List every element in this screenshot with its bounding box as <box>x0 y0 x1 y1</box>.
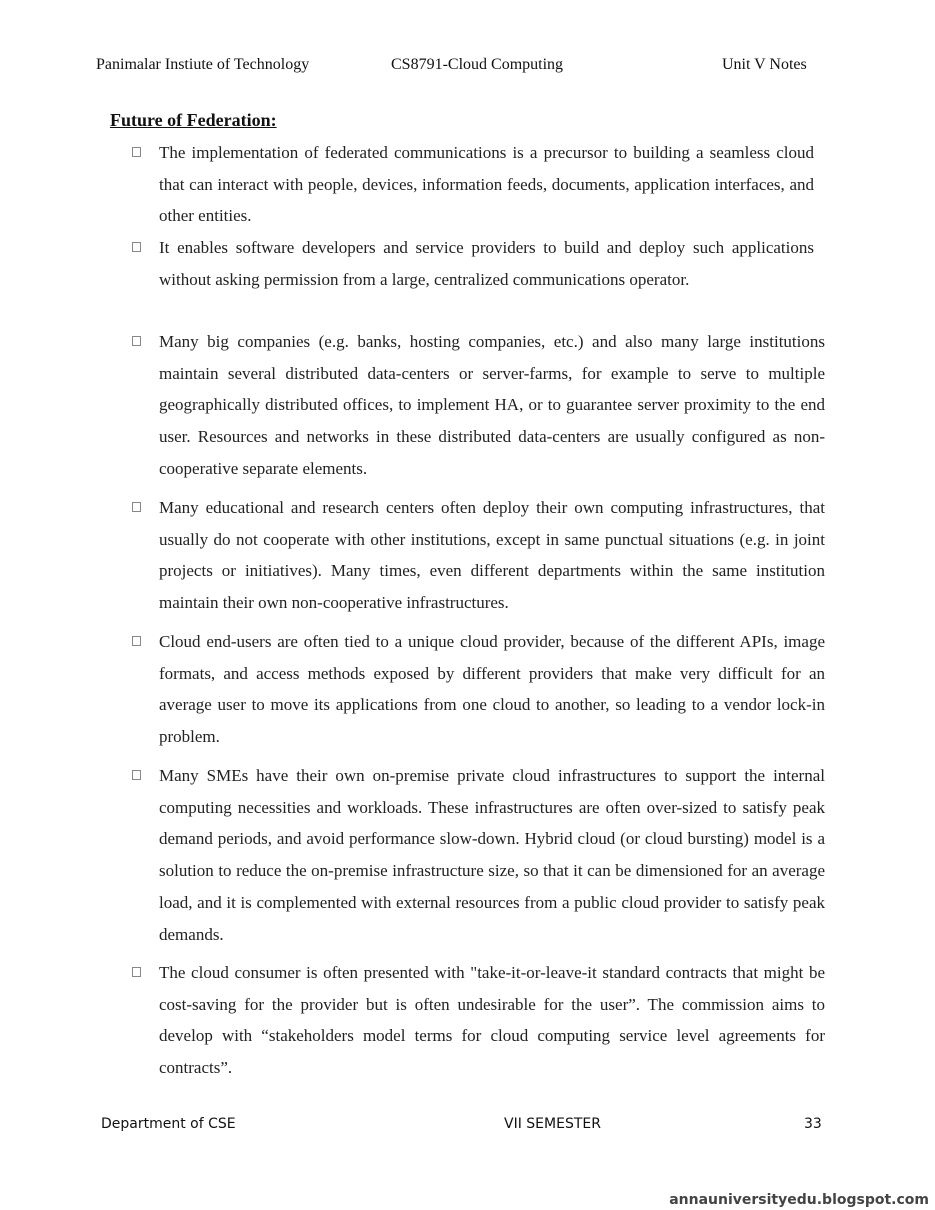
bullet-marker-icon <box>132 242 141 252</box>
bullet-marker-icon <box>132 636 141 646</box>
header-institute: Panimalar Instiute of Technology <box>96 56 310 73</box>
bullet-text: The implementation of federated communications is a precursor to building a seamless cloud that can interact with people, devices, information feeds, documents, application interfaces, and other entities. <box>159 143 814 226</box>
footer-semester: VII SEMESTER <box>504 1116 601 1132</box>
bullet-marker-icon <box>132 336 141 346</box>
watermark-url: annauniversityedu.blogspot.com <box>669 1192 929 1208</box>
header-course: CS8791-Cloud Computing <box>391 56 564 73</box>
bullet-text: It enables software developers and service providers to build and deploy such applications without asking permission from a large, centralized communications operator. <box>159 238 814 289</box>
footer-page-number: 33 <box>804 1116 822 1132</box>
section-title: Future of Federation: <box>110 110 277 130</box>
bullet-marker-icon <box>132 502 141 512</box>
bullet-text: Many SMEs have their own on-premise private cloud infrastructures to support the internal computing necessities and workloads. These infrastructures are often over-sized to satisfy peak demand periods, and avoid performance slow-down. Hybrid cloud (or cloud bursting) model is a solution to reduce the on-premise infrastructure size, so that it can be dimensioned for an average load, and it is complemented with external resources from a public cloud provider to satisfy peak demands. <box>159 766 825 944</box>
bullet-marker-icon <box>132 770 141 780</box>
footer-department: Department of CSE <box>101 1116 236 1132</box>
bullet-text: Cloud end-users are often tied to a unique cloud provider, because of the different APIs, image formats, and access methods exposed by different providers that make very difficult for an average user to move its applications from one cloud to another, so leading to a vendor lock-in problem. <box>159 632 825 747</box>
bullet-marker-icon <box>132 147 141 157</box>
header-unit: Unit V Notes <box>722 56 807 73</box>
bullet-marker-icon <box>132 967 141 977</box>
bullet-text: Many educational and research centers often deploy their own computing infrastructures, that usually do not cooperate with other institutions, except in same punctual situations (e.g. in joint projects or initiatives). Many times, even different departments within the same institution maintain their own non-cooperative infrastructures. <box>159 498 825 613</box>
bullet-text: Many big companies (e.g. banks, hosting companies, etc.) and also many large institutions maintain several distributed data-centers or server-farms, for example to serve to multiple geographically distributed offices, to implement HA, or to guarantee server proximity to the end user. Resources and networks in these distributed data-centers are usually configured as non-cooperative separate elements. <box>159 332 825 478</box>
bullet-text: The cloud consumer is often presented with "take-it-or-leave-it standard contracts that might be cost-saving for the provider but is often undesirable for the user”. The commission aims to develop with “stakeholders model terms for cloud computing service level agreements for contracts”. <box>159 963 825 1078</box>
